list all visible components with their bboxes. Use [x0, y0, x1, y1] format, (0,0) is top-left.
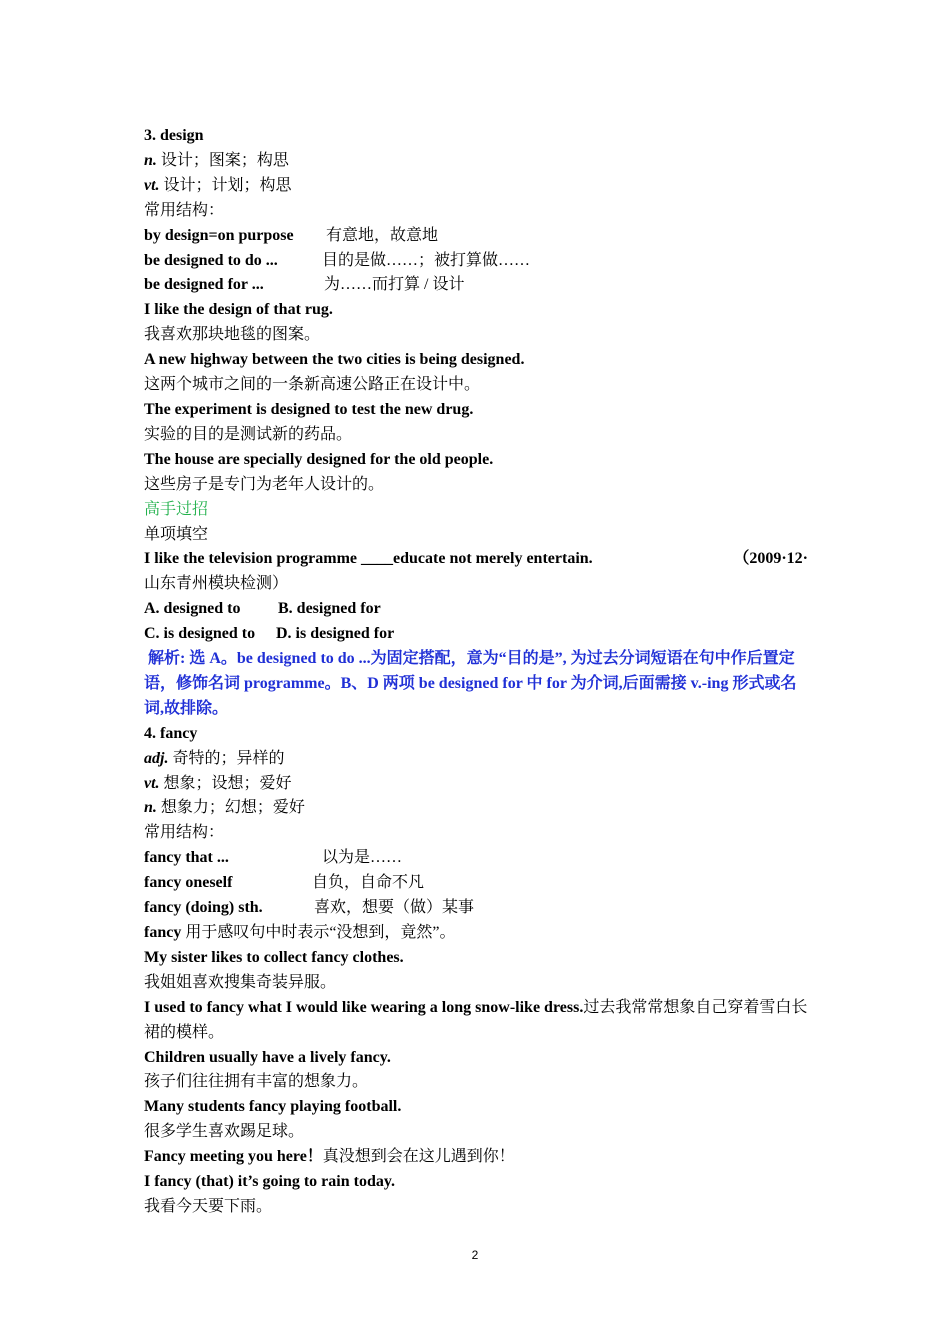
- structure-en: be designed to do ...: [144, 251, 278, 269]
- pos-label: vt.: [144, 774, 160, 792]
- practice-title: 高手过招: [144, 500, 209, 518]
- structure-zh: 为……而打算 / 设计: [324, 276, 465, 294]
- structures-label: 常用结构：: [144, 824, 225, 842]
- example-en: I like the design of that rug.: [144, 301, 333, 319]
- example-en: My sister likes to collect fancy clothes.: [144, 948, 404, 966]
- example-mixed: [144, 1145, 808, 1170]
- page-content: [144, 124, 808, 1220]
- structures-label: 常用结构：: [144, 201, 225, 219]
- page-number: 2: [471, 1248, 479, 1262]
- options-row: [144, 597, 808, 622]
- structure-en: fancy oneself: [144, 874, 233, 892]
- structure-zh: 以为是……: [322, 849, 403, 867]
- example-en: The experiment is designed to test the new drug.: [144, 400, 474, 418]
- definition-noun: [144, 149, 808, 174]
- definition-text: 奇特的；异样的: [168, 749, 285, 767]
- structure-row: [144, 224, 808, 249]
- example-zh: 我姐姐喜欢搜集奇装异服。: [144, 973, 337, 991]
- structure-zh: 目的是做……；被打算做……: [322, 251, 531, 269]
- structure-row: [144, 846, 808, 871]
- structure-row: [144, 249, 808, 274]
- section-heading-fancy: 4. fancy: [144, 724, 198, 742]
- structure-row: [144, 273, 808, 298]
- question-source: （2009·12·: [733, 550, 808, 568]
- question-text: I like the television programme ____educate not merely entertain.: [144, 550, 593, 568]
- example-en: Many students fancy playing football.: [144, 1098, 402, 1116]
- definition-noun: [144, 796, 808, 821]
- usage-word: fancy: [144, 924, 182, 941]
- section-heading-design: 3. design: [144, 127, 204, 144]
- example-zh: 我看今天要下雨。: [144, 1197, 273, 1215]
- definition-verb: [144, 772, 808, 797]
- example-en: I fancy (that) it’s going to rain today.: [144, 1173, 395, 1191]
- option-c: C. is designed to: [144, 625, 256, 643]
- usage-text: 用于感叹句中时表示“没想到，竟然”。: [181, 924, 456, 941]
- structure-zh: 自负，自命不凡: [312, 874, 425, 892]
- example-en: A new highway between the two cities is being designed.: [144, 351, 525, 369]
- option-b: B. designed for: [278, 600, 381, 618]
- definition-text: 想象；设想；爱好: [159, 774, 292, 792]
- example-en: Fancy meeting you here！: [144, 1148, 323, 1166]
- structure-en: fancy that ...: [144, 849, 229, 867]
- pos-label: n.: [144, 799, 157, 817]
- question-source-continued: 山东青州模块检测）: [144, 575, 289, 593]
- pos-label: vt.: [144, 176, 160, 194]
- example-zh: 实验的目的是测试新的药品。: [144, 425, 353, 443]
- example-en: I used to fancy what I would like wearing a long snow-like dress.: [144, 998, 584, 1016]
- option-a: A. designed to: [144, 600, 241, 618]
- example-zh: 真没想到会在这儿遇到你！: [322, 1148, 515, 1166]
- question-line: [144, 547, 808, 572]
- options-row: [144, 622, 808, 647]
- structure-row: [144, 896, 808, 921]
- example-zh: 过去我常常想象自己穿着雪白长裙的模样。: [144, 998, 808, 1041]
- example-en: Children usually have a lively fancy.: [144, 1048, 391, 1066]
- pos-label: n.: [144, 151, 157, 169]
- example-zh: 孩子们往往拥有丰富的想象力。: [144, 1073, 369, 1091]
- usage-note: [144, 921, 808, 946]
- definition-text: 想象力；幻想；爱好: [156, 799, 305, 817]
- example-zh: 这两个城市之间的一条新高速公路正在设计中。: [144, 376, 481, 394]
- example-zh: 很多学生喜欢踢足球。: [144, 1123, 305, 1141]
- structure-en: be designed for ...: [144, 276, 264, 294]
- definition-text: 设计；计划；构思: [159, 176, 292, 194]
- analysis-paragraph: 解析: 选 A。be designed to do ...为固定搭配，意为“目的是”, 为过去分词短语在句中作后置定语，修饰名词 programme。B、D 两项 be designed for 中 for 为介词,后面需接 v.-ing 形式或名词,故排除。: [144, 650, 797, 717]
- example-zh: 我喜欢那块地毯的图案。: [144, 326, 321, 344]
- practice-type: 单项填空: [144, 525, 209, 543]
- definition-text: 设计；图案；构思: [156, 151, 289, 169]
- example-en: The house are specially designed for the old people.: [144, 450, 494, 468]
- definition-verb: [144, 174, 808, 199]
- structure-row: [144, 871, 808, 896]
- option-d: D. is designed for: [276, 625, 395, 643]
- definition-adj: [144, 747, 808, 772]
- example-mixed: [144, 996, 808, 1046]
- example-zh: 这些房子是专门为老年人设计的。: [144, 475, 385, 493]
- structure-zh: 有意地，故意地: [326, 226, 439, 244]
- structure-en: by design=on purpose: [144, 226, 294, 244]
- structure-zh: 喜欢，想要（做）某事: [314, 899, 475, 917]
- structure-en: fancy (doing) sth.: [144, 899, 263, 917]
- pos-label: adj.: [144, 749, 169, 767]
